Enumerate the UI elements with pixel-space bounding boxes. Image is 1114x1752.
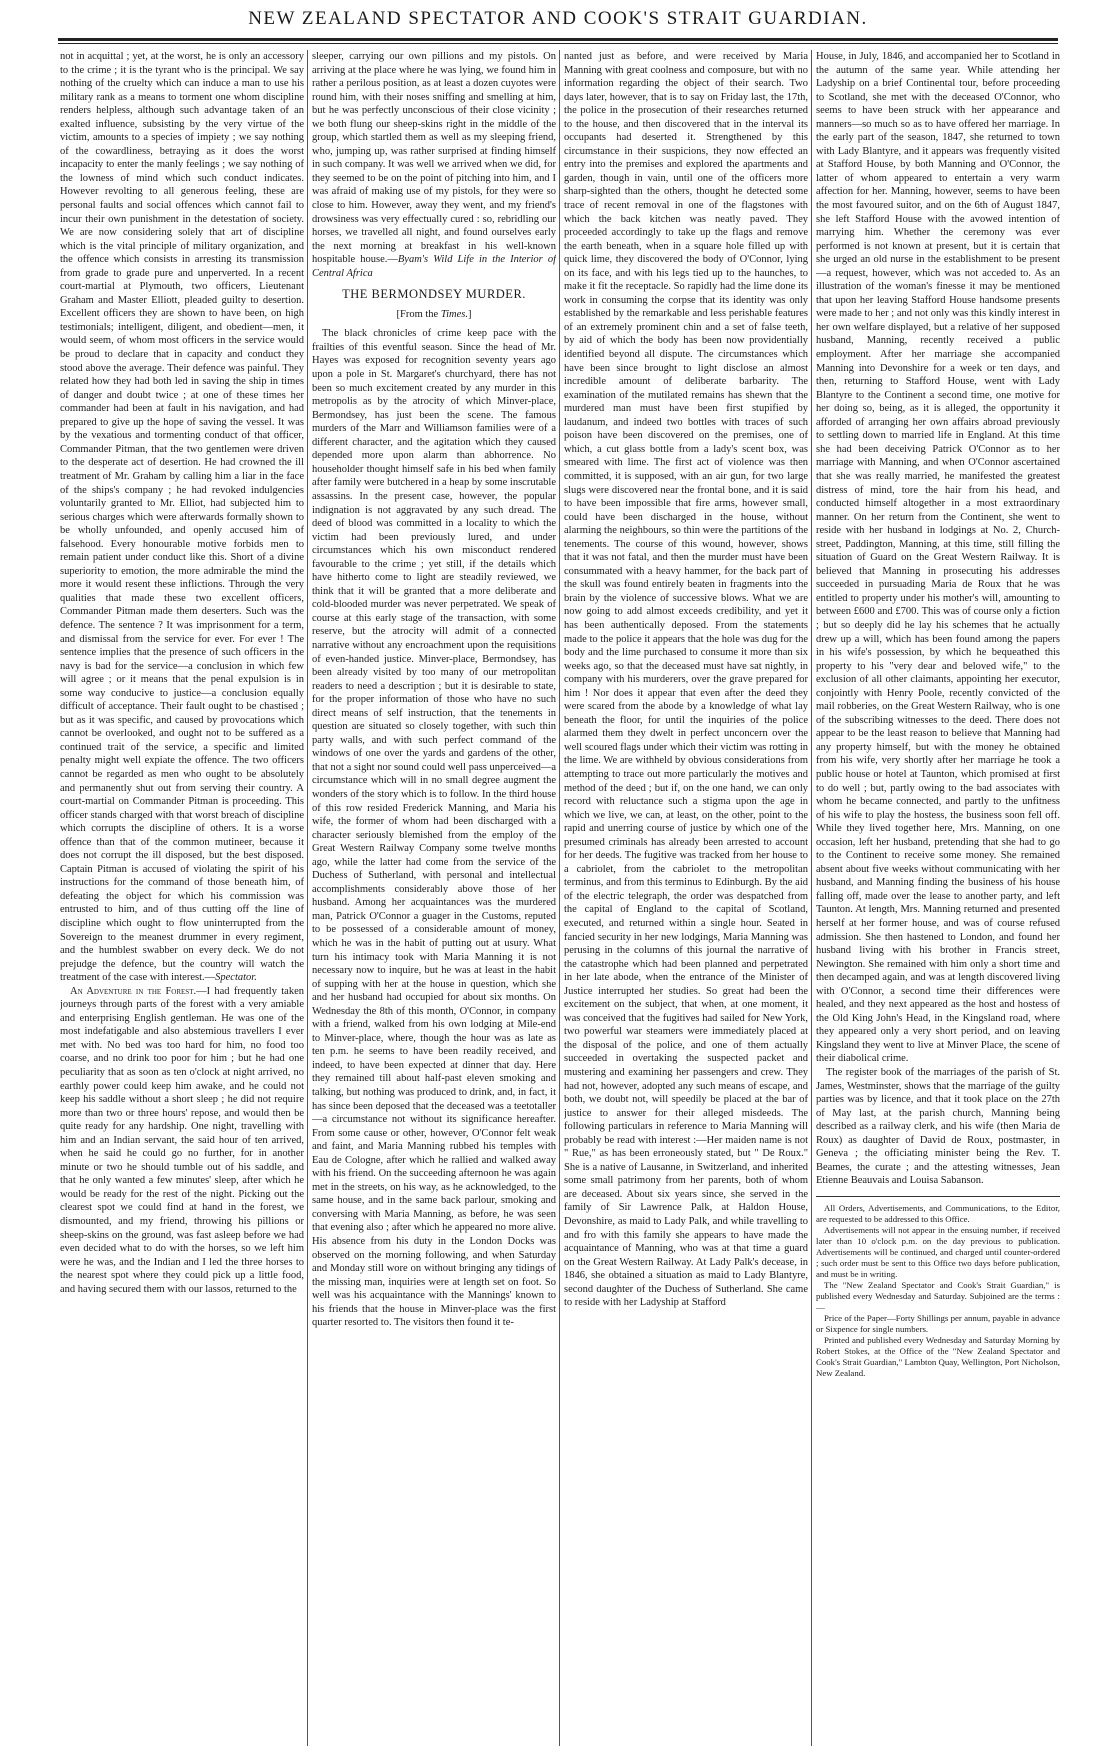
article-source: Spectator. (215, 972, 257, 984)
article-paragraph: not in acquittal ; yet, at the worst, he is only an accessory to the crime ; it is the tyrant who is the principal. We say nothing of the cruelty which can induce a man to use his military rank as a means to torment one whom discipline renders helpless, although such advantage taken of an exalted influence, subsisting by the very virtue of the victim, amounts to a species of impiety ; we say nothing of the cowardliness, betraying as it does the worst incapacity to enter the manly feelings ; we say nothing of the lowness of mind which such conduct indicates. However revolting to all generous feeling, these are personal faults and social offences which cannot fail to incur their own punishment in the detestation of society. We are now considering solely that art of discipline which is the vital principle of military organization, and the offence which consists in arresting its transmission from grade to grade pure and unperverted. In a recent court-martial at Plymouth, two officers, Lieutenant Graham and Master Elliott, pleaded guilty to desertion. Excellent officers they are shown to have been, on high testimonials; intelligent, diligent, and obedient—men, it would seem, of whom most officers in the service would be proud to declare that in capacity and conduct they stood above the average. Their defence was painful. They related how they had both led in saving the ship in times of danger and doubt twice ; at one of these times her commander had been at fault in his navigation, and had prepared to give up the hope of saving the vessel. It was by the vexatious and tormenting conduct of that officer, Commander Pitman, that the two gentlemen were driven to the desperate act of desertion. He had crowned the ill treatment of Mr. Graham by calling him a liar in the face of the ships's company ; he had revoked indulgencies voluntarily granted to Mr. Elliot, had subjected him to serious charges which were afterwards formally shown to be wholly unfounded, and openly accused him of falsehood. Every honourable motive forbids men to remain patient under conduct like this. Short of a divine superiority to emotion, the more admirable the mind the more it would resent these inflictions. Through the very qualities that made these two excellent officers, Commander Pitman made them deserters. Such was the defence. The sentence ? It was imprisonment for a term, and dismissal from the service for ever. For ever ! The sentence implies that the presence of such officers in the navy is bad for the service—a conclusion in which few will agree ; or it means that the penal expulsion is in some way conducive to justice—a conclusion equally difficult of acceptance. Their fault ought to be chastised ; but as it was specific, and caused by provocations which cannot be overlooked, and ought not to be suffered as a continued trait of the service, a specific and limited penalty might well expiate the offence. The two officers cannot be regarded as men who ought to be absolutely and permanently shut out from serving their country. A court-martial on Commander Pitman is proceeding. This officer stands charged with that worst breach of discipline which corrupts the discipline of others. It is a worse offence than that of the common mutineer, because it does not corrupt the ill disposed, but the best disposed. Captain Pitman is accused of violating the spirit of his instructions for the command of those beneath him, of defeating the object for which his commission was entrusted to him, and of thus cutting off the line of discipline which ought to flow uninterrupted from the Sovereign to the meanest drummer in every regiment, and the humblest swabber on every deck. We do not prejudge the defence, but the country will watch the treatment of the case with interest.— (60, 51, 304, 984)
article-text (60, 50, 304, 985)
column-2 (312, 50, 556, 1746)
source-suffix: ] (467, 308, 472, 320)
article-source: Byam's Wild Life in the Interior of Central Africa (312, 254, 556, 279)
masthead-rule-thin (58, 43, 1058, 44)
section-title: THE BERMONDSEY MURDER. (342, 287, 526, 302)
notice-line: The "New Zealand Spectator and Cook's Strait Guardian," is published every Wednesday and Saturday. Subjoined are the terms :— (816, 1279, 1060, 1312)
article-lead: An Adventure in the Forest. (70, 985, 197, 997)
article-paragraph: House, in July, 1846, and accompanied her to Scotland in the autumn of the same year. While attending her Ladyship on a brief Continental tour, before proceeding to Scotland, she met with the deceased O'Connor, who seems to have been struck with her appearance and manners—so much so as to have offered her marriage. In the early part of the season, 1847, she returned to town with Lady Blantyre, and it appears was frequently visited at Stafford House, by both Manning and O'Connor, the latter of whom appeared to entertain a very warm affection for her. Manning, however, seems to have been the most favoured suitor, and on the 6th of August 1847, she left Stafford House with the avowed intention of marrying him. Whether the ceremony was ever performed is not known at present, but it is certain that she urged an old nurse in the establishment to be present—a request, however, which was not acceded to. As an illustration of the woman's finesse it may be mentioned that upon her leaving Stafford House handsome presents were made to her ; and not only was this kindly interest in her own welfare displayed, but a relative of her supposed husband, Manning, recently received a public employment. After her marriage she accompanied Manning into Devonshire for a week or ten days, and then, returning to Stafford House, went with Lady Blantyre to the Continent a second time, one motive for her doing so, being, as it is alleged, the opportunity it afforded of arranging her own affairs abroad previously to settling down to married life in England. At this time she had been deceiving Patrick O'Connor as to her marriage with Manning, and when O'Connor ascertained that she was really married, he manifested the greatest distress of mind, tore the hair from his head, and conducted himself altogether in a most extraordinary manner. On her return from the Continent, she went to reside with her husband in lodgings at No. 2, Church-street, Paddington, Manning, at this time, still filling the situation of Guard on the Great Western Railway. It is believed that Manning in prosecuting his addresses succeeded in pursuading Maria de Roux that he was entitled to property under his mother's will, amounting to between £600 and £700. This was of course only a fiction ; but so deeply did he lay his schemes that he actually drew up a will, which has been found among the papers in his wife's possession, by which he bequeathed this property to his "very dear and beloved wife," to the exclusion of all other claimants, appointing her executor, conjointly with Henry Poole, recently convicted of the mail robberies, on the Great Western Railway, who is one of the subscribing witnesses to the deed. There does not appear to be the least reason to believe that Manning had any property himself, but with the money he obtained from his wife, very shortly after her marriage he took a public house or hotel at Taunton, which promised at first to do well ; but, partly owing to the bad associates with whom he became connected, and partly to the unfitness of his wife to play the hostess, the business soon fell off. While they lived together here, Mrs. Manning, on one occasion, left her husband, pretending that she had to go to the Continent to receive some money. She remained absent about five weeks without communicating with her husband, and Manning finding the business of his house falling off, made over the lease to another party, and left Taunton. At length, Mrs. Manning returned and presented herself at her former house, and was of course refused admission. She then hastened to London, and found her husband living with his brother in Francis street, Newington. She remained with him only a short time and then decamped again, and was at length discovered living with O'Connor, a second time their differences were healed, and they next appeared as the host and hostess of the Old King John's Head, in the Kingsland road, where they appeared only a very short period, and on leaving Kingsland they went to live at Minver Place, the scene of their diabolical crime. (816, 51, 1060, 1065)
source-prefix: [From the (396, 308, 441, 320)
source-name: Times. (440, 308, 468, 320)
publication-notice (816, 1203, 1060, 1379)
column-3 (564, 50, 808, 1746)
column-divider (307, 50, 308, 1746)
notice-line: Printed and published every Wednesday and Saturday Morning by Robert Stokes, at the Office of the "New Zealand Spectator and Cook's Strait Guardian," Lambton Quay, Wellington, Port Nicholson, New Zealand. (816, 1334, 1060, 1378)
masthead-rule-thick (58, 38, 1058, 41)
column-divider (559, 50, 560, 1746)
column-1 (60, 50, 304, 1746)
notice-line: All Orders, Advertisements, and Communications, to the Editor, are requested to be addressed to this Office. (816, 1202, 1060, 1224)
article-paragraph: —I had frequently taken journeys through parts of the forest with a very amiable and enterprising English gentleman. He was one of the most indefatigable and also abstemious travellers I ever met with. No bed was too hard for him, no food too coarse, and no drink too poor for him ; but he had one peculiarity that as soon as ten o'clock at night arrived, no earthly power could keep him awake, and he could not keep his saddle without a short sleep ; he did not require more than two or three hours' repose, and would then be quite ready for any hardship. One night, travelling with him and an Indian servant, the said hour of ten arrived, when he said he could go no further, for in another minute or two he should tumble out of his saddle, and that he only wanted a few minutes' sleep, after which he would be ready for the rest of the night. Picking out the clearest spot we could find at hand in the forest, we dismounted, and my friend, throwing his pillions or sheep-skins on the ground, was fast asleep before we had even decided what to do with the horses, so we left him were he was, and the Indian and I led the three horses to the nearest spot where they could pick up a little food, and having secured them with our lassos, returned to the (60, 985, 304, 1295)
notice-divider (816, 1196, 1060, 1197)
notice-line: Advertisements will not appear in the ensuing number, if received later than 10 o'clock p.m. on the day previous to publication. Advertisements will be continued, and charged until counter-ordered ; such order must be sent to this Office two days before publication, and must be in writing. (816, 1224, 1060, 1279)
article-paragraph: sleeper, carrying our own pillions and my pistols. On arriving at the place where he was lying, we found him in rather a perilous position, as at least a dozen cuyotes were round him, with their noses sniffing and smelling at him, but he was perfectly unconscious of their close vicinity ; we both flung our sheep-skins right in the middle of the group, which startled them as well as my sleeping friend, who, jumping up, was rather surprised at finding himself in such company. It was well we arrived when we did, for they seemed to be on the point of pitching into him, and I was afraid of making use of my pistols, for they were so close to him. However, away they went, and my friend's drowsiness was very effectually cured : so, rebridling our horses, we travelled all night, and found ourselves early the next morning at breakfast in his well-known hospitable house.— (312, 51, 556, 266)
article-paragraph: The black chronicles of crime keep pace with the frailties of this eventful season. Since the head of Mr. Hayes was exposed for recognition seventy years ago upon a pole in St. Margaret's churchyard, there has not been so much excitement created by any murder in this metropolis as by the atrocity of which Minver-place, Bermondsey, has just been the scene. The famous murders of the Marr and Williamson families were of a different character, and the agitation which they caused depended more upon alarm than abhorrence. No householder thought himself safe in his bed when family after family were butchered in a heap by some inscrutable assassins. In the present case, however, the popular indignation is not aggravated by any such dread. The deed of blood was committed in a locality to which the victim had been previously lured, and under circumstances which his own misconduct rendered favourable to the crime ; yet still, if the details which have hitherto come to light are steadily reviewed, we think that it will be granted that a more deliberate and cold-blooded murder was never perpetrated. We speak of course at this early stage of the transaction, with some reserve, but the atrocity will admit of a connected narrative without any encroachment upon the requisitions of even-handed justice. Minver-place, Bermondsey, has been already visited by too many of our metropolitan readers to need a description ; but it is desirable to state, for the proper information of those who have no such direct means of self instruction, that the tenements in question are situated so closely together, with such thin party walls, and with such perfect command of the windows of one over the yards and gardens of the other, that not a sight nor sound could well pass unperceived—a circumstance which will in no small degree augment the wonders of the story which is to follow. In the third house of this row resided Frederick Manning, and Maria his wife, the former of whom had been discharged with a character seriously blemished from the employ of the Great Western Railway Company some twelve months ago, while the latter had come from the service of the Duchess of Sutherland, with personal and intellectual accomplishments considerably above those of her husband. Among her acquaintances was the murdered man, Patrick O'Connor a guager in the Customs, reputed to be possessed of a considerable amount of money, which he was in the habit of putting out at usury. What turn his intimacy took with Maria Manning it is not necessary now to inquire, but he was at least in the habit of supping with her at the house in question, which she and her husband had occupied for about six months. On Wednesday the 8th of this month, O'Connor, in company with a friend, walked from his own lodging at Mile-end to Minver-place, where, though the hour was as late as ten p.m. he seems to have been readily received, and indeed, to have been expected at dinner that day. Here they remained till about half-past eleven smoking and talking, but nothing was produced to drink, and, in fact, it has since been deposed that the deceased was a teetotaller—a circumstance not without its significance hereafter. From some cause or other, however, O'Connor felt weak and faint, and Maria Manning rubbed his temples with Eau de Cologne, after which he rallied and walked away with his friend. On the succeeding afternoon he was again met in the streets, on his way, as he acknowledged, to the same house, and in the same back parlour, smoking and conversing with Maria Manning, as before, he was seen that evening also ; after which he appeared no more alive. His absence from his duty in the London Docks was observed on the morning following, and when Saturday and Monday still wore on without bringing any tidings of the missing man, inquiries were at length set on foot. So well was his acquaintance with the Mannings' known to his friends that the house in Minver-place was the first quarter resorted to. The visitors then found it te- (312, 328, 556, 1329)
article-paragraph: nanted just as before, and were received by Maria Manning with great coolness and composure, but with no information regarding the object of their search. Two days later, however, that is to say on Friday last, the 17th, the police in the prosecution of their researches returned to the house, and then discovered that in the interval its occupants had deserted it. Strengthened by this circumstance in their suspicions, they now effected an entry into the premises and explored the apartments and garden, though in vain, until one of the officers more sharp-sighted than the others, thought he detected some trace of recent removal in one of the flagstones with which the back kitchen was neatly paved. They proceeded accordingly to take up the flags and remove the earth beneath, when in a square hole filled up with quick lime, they discovered the body of O'Connor, lying on its face, and with his legs tied up to the haunches, to make it fit the receptacle. So rapidly had the lime done its work in consuming the corpse that its identity was only established by the remarkable and less perishable features of an extremely prominent chin and a set of false teeth, by aid of which the body has been now providentially identified beyond all dispute. The circumstances which have been since brought to light disclose an almost incredible amount of deliberate barbarity. The examination of the mutilated remains has shewn that the murdered man must have been first stupified by laudanum, and indeed two bottles with traces of such poison have been discovered on the premises, one of which, a cut glass bottle from a lady's scent box, was smeared with lime. The first act of violence was then committed, it is supposed, with an air gun, for two large slugs were discovered near the frontal bone, and it is said to have been impossible that fire arms, however small, could have been discharged in the house, without alarming the neighbours, so thin were the partitions of the tenements. The course of this wound, however, shows that it was not fatal, and then the murder must have been consummated with a heavy hammer, for the back part of the skull was found entirely beaten in fragments into the brain by the violence of successive blows. What we are now going to add almost exceeds credibility, and yet it has been authentically deposed. From the statements made to the police it appears that the hole was dug for the body and the lime purchased to consume it more than six weeks ago, so that the deceased must have sat nightly, in company with his murderers, over the grave prepared for him ! Nor does it appear that even after the deed they were scared from the abode by a knowledge of what lay beneath the floor, for until the inquiries of the police alarmed them they dwelt in perfect unconcern over the well scoured flags under which their victim was rotting in the lime. We are withheld by obvious considerations from attempting to trace out more particularly the motives and method of the deed ; but if, on the one hand, we can only record with reluctance such a stigma upon the age in which we live, we can, at least, on the other, point to the rapid and unerring course of justice by which one of the presumed criminals has already been arrested to account for her deeds. The fugitive was tracked from her house to a cabriolet, from the cabriolet to the metropolitan terminus, and from this terminus to Edinburgh. By the aid of the electric telegraph, the order was despatched from the capital of England to the capital of Scotland, executed, and returned within a single hour. Seated in fancied security in her new lodgings, Maria Manning was perusing in the columns of this journal the narrative of the catastrophe which had been planned and perpetrated in her late abode, when the entrance of the Minister of Justice interrupted her studies. So great had been the excitement on the subject, that when, at one moment, it was conceived that the fugitives had sailed for New York, two powerful war steamers were immediately placed at the disposal of the police, and one of them actually succeeded in overtaking the suspected packet and mustering and examining her passengers and crew. They had not, however, adopted any such means of escape, and both, we doubt not, will speedily be placed at the bar of justice to answer for their alleged misdeeds. The following particulars in reference to Maria Manning will probably be read with interest :—Her maiden name is not " Rue," as has been erroneously stated, but " De Roux." She is a native of Lausanne, in Switzerland, and inherited some small patrimony from her parents, both of whom are deceased. About six years since, she served in the family of Sir Lawrence Palk, at Haldon House, Devonshire, as maid to Lady Palk, and while travelling to and fro with this family she appears to have made the acquaintance of Manning, who was at that time a guard on the Great Western Railway. At Lady Palk's decease, in 1846, she obtained a situation as maid to Lady Blantyre, second daughter of the Duchess of Sutherland. She came to reside with her Ladyship at Stafford (564, 51, 808, 1309)
column-divider (811, 50, 812, 1746)
newspaper-title: NEW ZEALAND SPECTATOR AND COOK'S STRAIT GUARDIAN. (248, 8, 868, 29)
article-text (60, 985, 304, 1297)
article-paragraph: The register book of the marriages of the parish of St. James, Westminster, shows that the marriage of the guilty parties was by licence, and that it took place on the 27th of May last, at the parish church, Manning being described as a railway clerk, and his wife (then Maria de Roux) as daughter of David de Roux, postmaster, in Geneva ; the officiating minister being the Rev. T. Beames, the curate ; and the attesting witnesses, Jean Etienne Beauvais and Louisa Sabanson. (816, 1067, 1060, 1187)
source-line (312, 308, 556, 322)
column-4 (816, 50, 1060, 1746)
notice-line: Price of the Paper—Forty Shillings per annum, payable in advance or Sixpence for single numbers. (816, 1312, 1060, 1334)
article-text (312, 50, 556, 280)
